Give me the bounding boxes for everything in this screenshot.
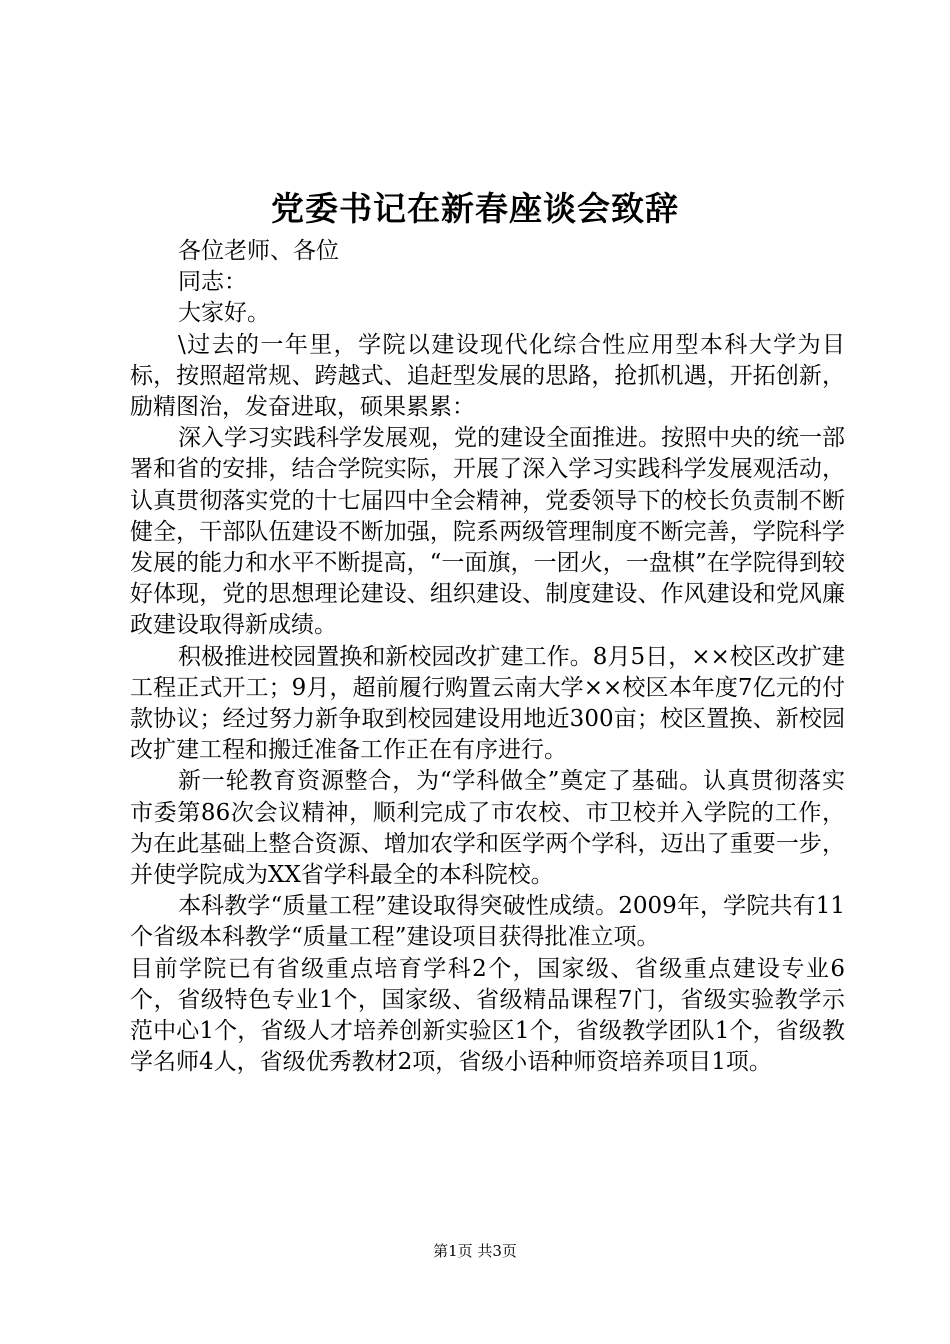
page-footer: 第1页 共3页 — [433, 1242, 517, 1260]
paragraph-resources: 新一轮教育资源整合，为“学科做全”奠定了基础。认真贯彻落实市委第86次会议精神，顺利完成了市农校、市卫校并入学院的工作，为在此基础上整合资源、增加农学和医学两个学科，迈出了重要一步，并使学院成为XX省学科最全的本科院校。 — [130, 768, 845, 889]
paragraph-campus: 积极推进校园置换和新校园改扩建工作。8月5日，××校区改扩建工程正式开工；9月，超前履行购置云南大学××校区本年度7亿元的付款协议；经过努力新争取到校园建设用地近300亩；校区置换、新校园改扩建工程和搬迁准备工作正在有序进行。 — [130, 643, 845, 764]
document-body — [130, 236, 845, 1078]
paragraph-achievements: 目前学院已有省级重点培育学科2个，国家级、省级重点建设专业6个，省级特色专业1个，国家级、省级精品课程7门，省级实验教学示范中心1个，省级人才培养创新实验区1个，省级教学团队1个，省级教学名师4人，省级优秀教材2项，省级小语种师资培养项目1项。 — [130, 955, 845, 1076]
salutation-line-2: 同志： — [178, 269, 247, 296]
paragraph-party-building: 深入学习实践科学发展观，党的建设全面推进。按照中央的统一部署和省的安排，结合学院实际，开展了深入学习实践科学发展观活动，认真贯彻落实党的十七届四中全会精神，党委领导下的校长负责制不断健全，干部队伍建设不断加强，院系两级管理制度不断完善，学院科学发展的能力和水平不断提高，“一面旗，一团火，一盘棋”在学院得到较好体现，党的思想理论建设、组织建设、制度建设、作风建设和党风廉政建设取得新成绩。 — [130, 425, 845, 639]
paragraph-quality-project: 本科教学“质量工程”建设取得突破性成绩。2009年，学院共有11个省级本科教学“质量工程”建设项目获得批准立项。 — [130, 893, 845, 951]
paragraph-intro: \过去的一年里，学院以建设现代化综合性应用型本科大学为目标，按照超常规、跨越式、追赶型发展的思路，抢抓机遇，开拓创新，励精图治，发奋进取，硕果累累： — [130, 331, 845, 421]
salutation-line-1: 各位老师、各位 — [178, 238, 339, 264]
greeting: 大家好。 — [178, 300, 270, 327]
document-title: 党委书记在新春座谈会致辞 — [271, 189, 679, 228]
